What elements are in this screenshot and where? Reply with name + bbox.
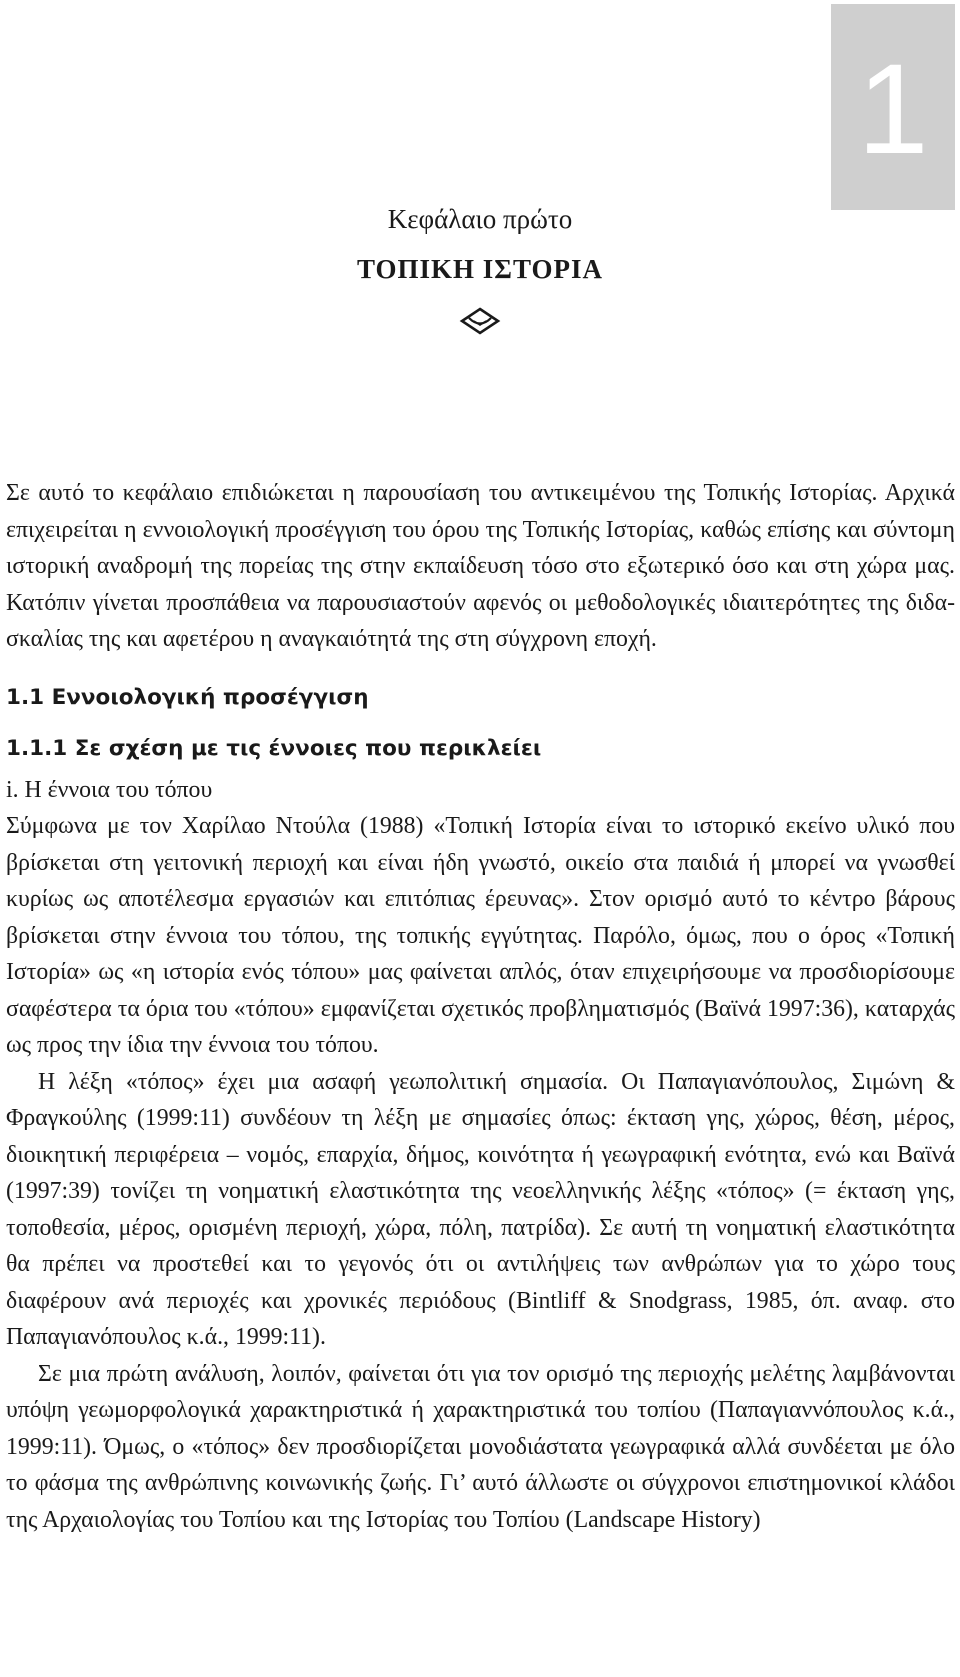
body-paragraph: Σύμφωνα με τον Χαρίλαο Ντούλα (1988) «Τοπική Ιστορία είναι το ιστορικό εκείνο υλικό που βρίσκεται στη γειτονική περιοχή και είναι ήδη γνωστό, οικείο στα παιδιά ή μπορεί να γνωσθεί κυρίως ως αποτέλεσμα εργασιών και επιτόπιας έρευνας». Στον ορισμό αυτό το κέντρο βάρους βρίσκεται στην έννοια του τόπου, της τοπικής εγγύτητας. Παρόλο, όμως, που ο όρος «Τοπική Ιστορία» ως «η ιστορία ενός τόπου» μας φαίνεται απλός, όταν επιχειρήσουμε να προσδιορίσουμε σαφέστερα τα όρια του «τόπου» εμφανίζεται σχετικός προβληματισμός (Βαϊνά 1997:36), καταρχάς ως προς την ίδια την έννοια του τόπου. [6, 813, 955, 1058]
item-heading: i. Η έννοια του τόπου [6, 776, 213, 803]
section-heading: 1.1 Εννοιολογική προσέγγιση [6, 684, 369, 710]
subsection-heading: 1.1.1 Σε σχέση με τις έννοιες που περικλείει [6, 735, 542, 761]
chapter-body [6, 475, 955, 1538]
intro-paragraph: Σε αυτό το κεφάλαιο επιδιώκεται η παρουσίαση του αντικειμένου της Τοπικής Ιστορίας. Αρχικά επιχειρείται η εννοιολογική προσέγγιση του όρου της Τοπικής Ιστορίας, καθώς επίσης και σύντομη ιστορική αναδρομή της πορείας της στην εκπαίδευση τόσο στο εξωτερικό όσο και στη χώρα μας. Κατόπιν γίνεται προσπάθεια να παρουσιαστούν αφενός οι μεθοδολογικές ιδιαιτερότητες της διδασκαλίας της και αφετέρου η αναγκαιότητά της στη σύγχρονη εποχή. [6, 480, 955, 652]
chapter-title: ΤΟΠΙΚΗ ΙΣΤΟΡΙΑ [357, 254, 603, 284]
chapter-number-tab [831, 4, 955, 210]
body-paragraph: Η λέξη «τόπος» έχει μια ασαφή γεωπολιτική σημασία. Οι Παπαγιανόπουλος, Σιμώνη & Φραγκούλης (1999:11) συνδέουν τη λέξη με σημασίες όπως: έκταση γης, χώρος, θέση, μέρος, διοικητική περιφέρεια – νομός, επαρχία, δήμος, κοινότητα ή γεωγραφική ενότητα, ενώ και Βαϊνά (1997:39) τονίζει τη νοηματική ελαστικότητα της νεοελληνικής λέξης «τόπος» (= έκταση γης, τοποθεσία, μέρος, ορισμένη περιοχή, χώρα, πόλη, πατρίδα). Σε αυτή τη νοηματική ελαστικότητα θα πρέπει να προστεθεί και το γεγονός ότι οι αντιλήψεις των ανθρώπων για το χώρο τους διαφέρουν ανά περιοχές και χρονικές περιόδους (Bintliff & Snodgrass, 1985, όπ. αναφ. στο Παπαγιανόπουλος κ.ά., 1999:11). [6, 1068, 955, 1350]
diamond-ornament-icon [459, 307, 501, 335]
chapter-number: 1 [857, 38, 929, 181]
body-paragraph: Σε μια πρώτη ανάλυση, λοιπόν, φαίνεται ότι για τον ορισμό της περιοχής μελέτης λαμβάνονται υπόψη γεωμορφολογικά χαρακτηριστικά ή χαρακτηριστικά του τοπίου (Παπαγιαννόπουλος κ.ά., 1999:11). Όμως, ο «τόπος» δεν προσδιορίζεται μονοδιάστατα γεωγραφικά αλλά συνδέεται με όλο το φάσμα της ανθρώπινης κοινωνικής ζωής. Γι’ αυτό άλλωστε οι σύγχρονοι επιστημονικοί κλάδοι της Αρχαιολογίας του Τοπίου και της Ιστορίας του Τοπίου (Landscape History) [6, 1360, 955, 1533]
chapter-label: Κεφάλαιο πρώτο [387, 204, 573, 234]
